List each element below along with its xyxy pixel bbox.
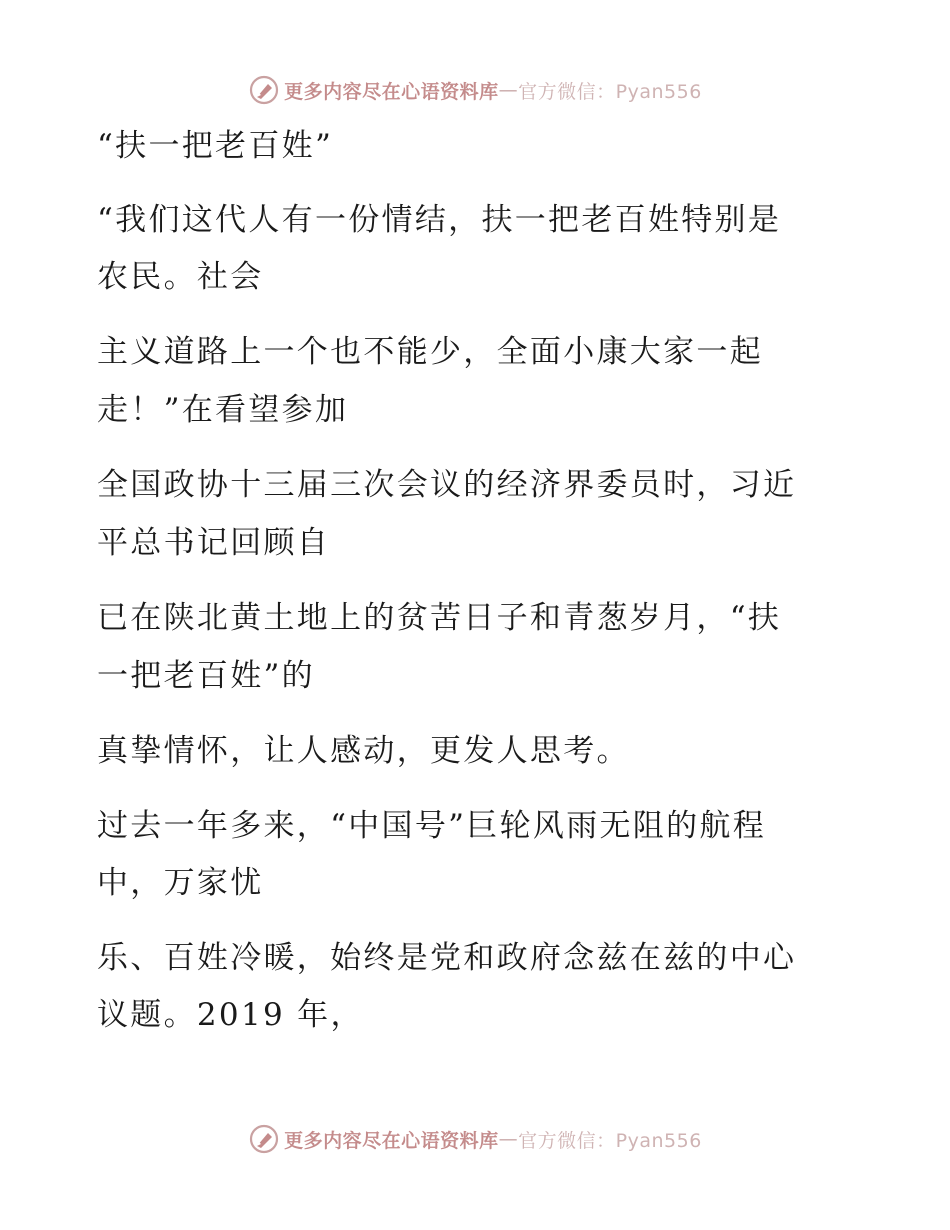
text-line-14: 议题。2019 年， [97,997,364,1033]
pen-nib-logo-icon [248,1123,280,1155]
watermark-wechat-text: 官方微信：Pyan556 [518,80,702,103]
text-line-9: 一把老百姓”的 [97,658,315,694]
text-line-1: “扶一把老百姓” [97,128,334,164]
header-watermark [0,70,950,110]
pen-nib-logo-icon [248,74,280,106]
text-line-12: 中，万家忧 [97,865,264,901]
footer-watermark [0,1119,950,1159]
text-line-2: “我们这代人有一份情结，扶一把老百姓特别是 [97,202,782,238]
text-line-4: 主义道路上一个也不能少，全面小康大家一起 [97,334,763,370]
text-line-11: 过去一年多来，“中国号”巨轮风雨无阻的航程 [97,808,766,844]
text-line-3: 农民。社会 [97,259,264,295]
text-line-13: 乐、百姓冷暖，始终是党和政府念兹在兹的中心 [97,940,797,976]
text-line-10: 真挚情怀，让人感动，更发人思考。 [97,733,630,769]
text-line-8: 已在陕北黄土地上的贫苦日子和青葱岁月，“扶 [97,600,782,636]
watermark-brand-text: 更多内容尽在心语资料库 [284,80,499,103]
text-line-7: 平总书记回顾自 [97,525,331,561]
text-line-6: 全国政协十三届三次会议的经济界委员时，习近 [97,467,797,503]
watermark-brand-text: 更多内容尽在心语资料库 [284,1129,499,1152]
text-line-5: 走！”在看望参加 [97,392,349,428]
watermark-separator: — [498,1128,519,1150]
watermark-wechat-text: 官方微信：Pyan556 [518,1129,702,1152]
watermark-separator: — [498,79,519,101]
